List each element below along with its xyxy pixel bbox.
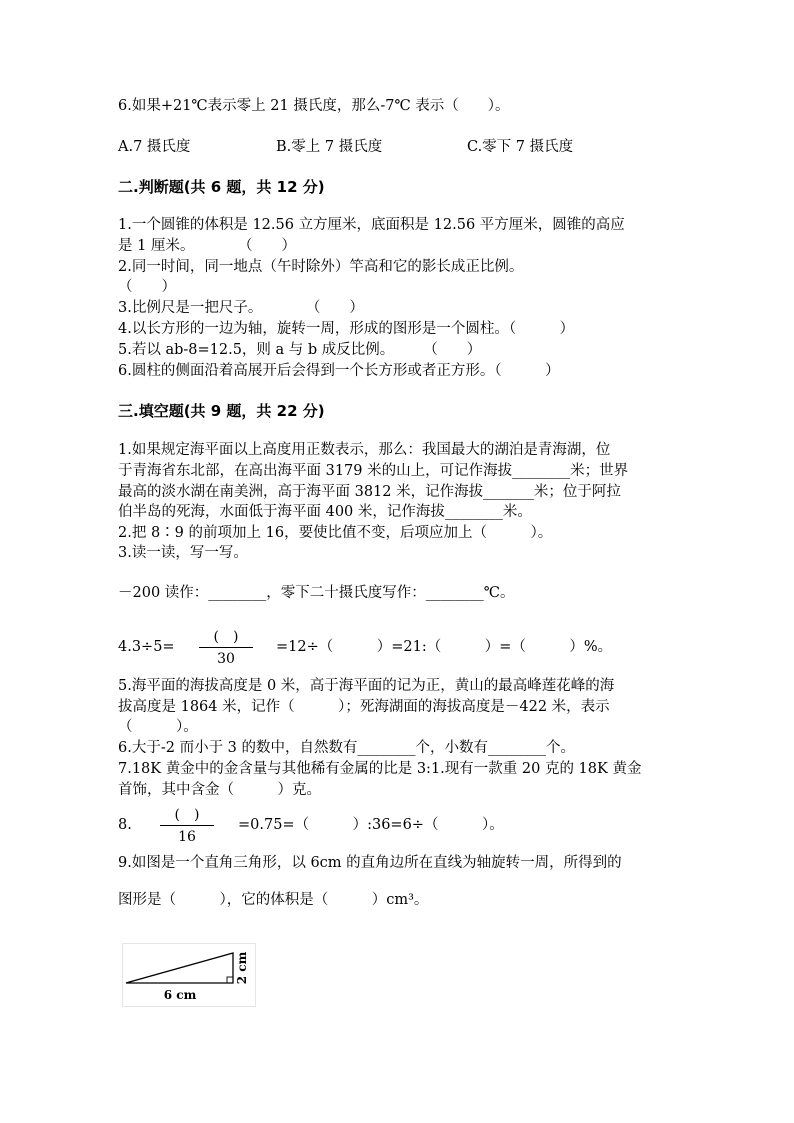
judge-line: 3.比例尺是一把尺子。 （ ） <box>118 300 364 316</box>
q8-rest: =0.75=（ ）:36=6÷（ ）。 <box>238 817 504 833</box>
base-length-label: 6 cm <box>163 988 197 1002</box>
fraction-numerator: ( ) <box>213 629 239 645</box>
fill-line: 拔高度是 1864 米，记作（ ）；死海湖面的海拔高度是－422 米，表示 <box>118 699 610 715</box>
right-triangle-figure <box>122 943 256 1007</box>
fill-line: 于青海省东北部，在高出海平面 3179 米的山上，可记作海拔________米；世界 <box>118 463 629 479</box>
fraction-numerator: ( ) <box>174 807 200 823</box>
judge-line: 2.同一时间，同一地点（午时除外）竿高和它的影长成正比例。 <box>118 259 524 275</box>
q9-line-2: 图形是（ ），它的体积是（ ）cm³。 <box>118 892 429 908</box>
fraction-denominator: 16 <box>178 829 196 845</box>
section-heading-judgement: 二.判断题(共 6 题，共 12 分) <box>118 178 325 196</box>
fill-line: （ ）。 <box>118 719 198 735</box>
q8-fraction <box>160 806 214 846</box>
fill-line: 6.大于-2 而小于 3 的数中，自然数有________个，小数有________个。 <box>118 740 576 756</box>
fill-line: 1.如果规定海平面以上高度用正数表示，那么：我国最大的湖泊是青海湖，位 <box>118 442 611 458</box>
q4-fraction <box>199 628 253 668</box>
q6-option-a: A.7 摄氏度 <box>118 139 191 155</box>
judge-line: 4.以长方形的一边为轴，旋转一周，形成的图形是一个圆柱。（ ） <box>118 321 575 337</box>
fill-line: 7.18K 黄金中的金含量与其他稀有金属的比是 3:1.现有一款重 20 克的 18K 黄金 <box>118 761 642 777</box>
judge-line: 1.一个圆锥的体积是 12.56 立方厘米，底面积是 12.56 平方厘米，圆锥的高应 <box>118 217 625 233</box>
q4-rest: =12÷（ ）=21:（ ）=（ ）%。 <box>276 639 613 655</box>
q6-option-b: B.零上 7 摄氏度 <box>276 139 383 155</box>
q8-prefix: 8. <box>118 817 132 833</box>
judge-line: 6.圆柱的侧面沿着高展开后会得到一个长方形或者正方形。（ ） <box>118 363 560 379</box>
fraction-denominator: 30 <box>217 651 235 667</box>
judge-line: 5.若以 ab-8=12.5，则 a 与 b 成反比例。 （ ） <box>118 342 482 358</box>
q4-prefix: 4.3÷5= <box>118 639 175 655</box>
fill-line: 首饰，其中含金（ ）克。 <box>118 782 321 798</box>
q3-read-write-line: －200 读作：________，零下二十摄氏度写作：________℃。 <box>118 585 515 601</box>
q6-option-c: C.零下 7 摄氏度 <box>467 139 574 155</box>
fraction-bar <box>160 825 214 826</box>
section-heading-fill: 三.填空题(共 9 题，共 22 分) <box>118 402 325 420</box>
q6-stem: 6.如果+21℃表示零上 21 摄氏度，那么-7℃ 表示（ ）。 <box>118 98 510 114</box>
fraction-bar <box>199 647 253 648</box>
q9-line-1: 9.如图是一个直角三角形，以 6cm 的直角边所在直线为轴旋转一周，所得到的 <box>118 855 622 871</box>
fill-line: 伯半岛的死海，水面低于海平面 400 米，记作海拔________米。 <box>118 504 532 520</box>
judge-line: 是 1 厘米。 （ ） <box>118 238 296 254</box>
fill-line: 2.把 8∶9 的前项加上 16，要使比值不变，后项应加上（ ）。 <box>118 525 553 541</box>
judge-line: （ ） <box>118 279 176 295</box>
fill-line: 3.读一读，写一写。 <box>118 545 248 561</box>
fill-line: 最高的淡水湖在南美洲，高于海平面 3812 米，记作海拔_______米；位于阿拉 <box>118 484 621 500</box>
fill-line: 5.海平面的海拔高度是 0 米，高于海平面的记为正，黄山的最高峰莲花峰的海 <box>118 678 615 694</box>
height-length-label: 2 cm <box>235 951 249 985</box>
